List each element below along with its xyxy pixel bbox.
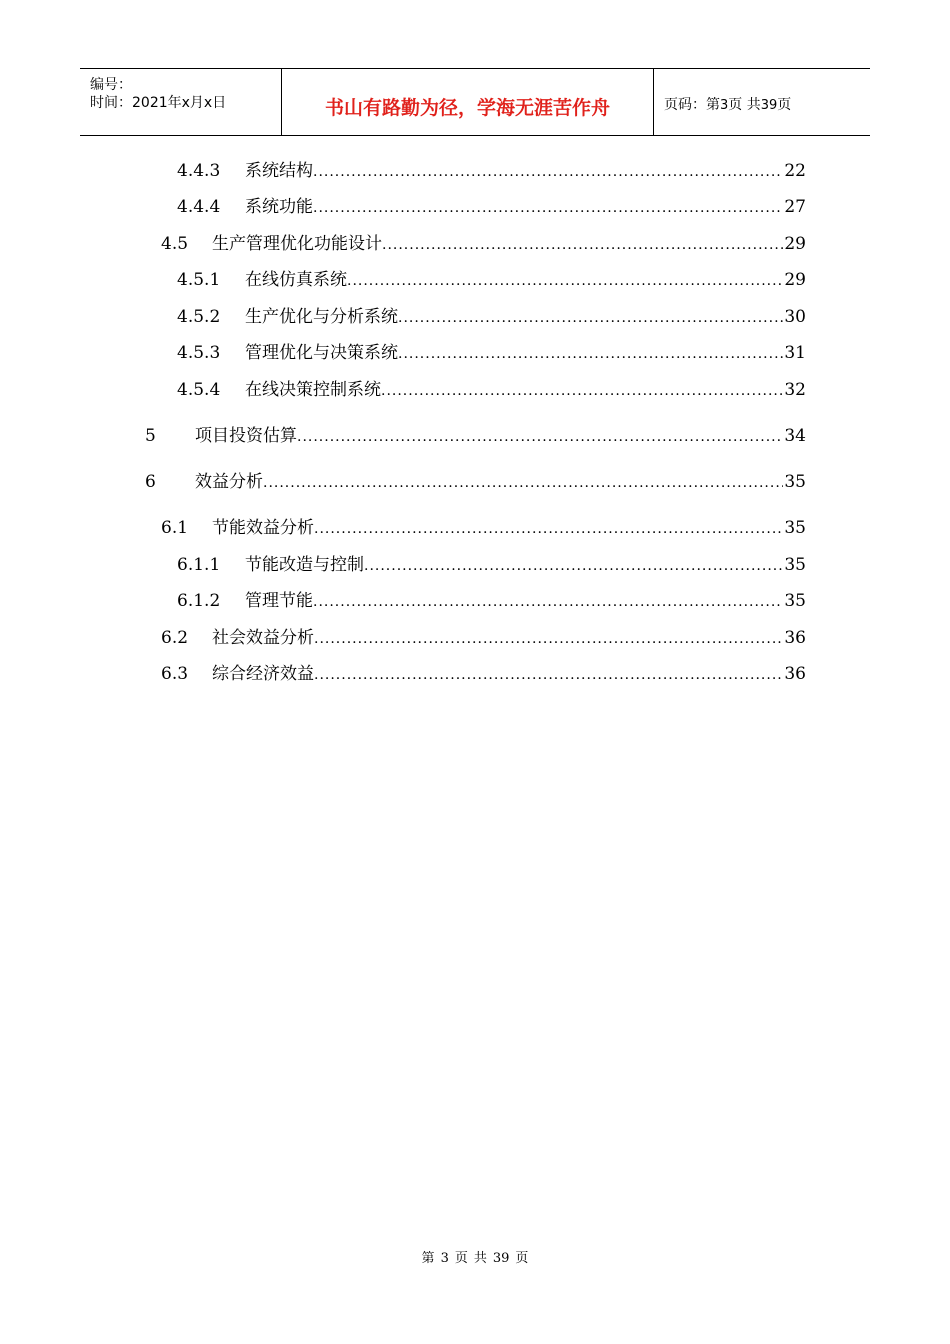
toc-dot-leader: [382, 234, 783, 256]
toc-entry-page: 34: [784, 426, 806, 446]
toc-entry-title: 系统结构: [245, 161, 313, 181]
document-date-label: 时间：2021年x月x日: [90, 95, 227, 111]
toc-entry-number: 6: [145, 472, 156, 492]
toc-entry-page: 35: [784, 555, 806, 575]
footer-ye: 页: [454, 1251, 468, 1266]
toc-entry-number: 6.2: [161, 628, 189, 648]
toc-dot-leader: [313, 197, 783, 219]
toc-entry-page: 36: [784, 664, 806, 684]
toc-entry-title: 社会效益分析: [212, 628, 314, 648]
toc-entry-title: 管理优化与决策系统: [245, 343, 398, 363]
toc-dot-leader: [314, 518, 783, 540]
footer-gong: 共: [473, 1251, 487, 1266]
footer-di: 第: [421, 1251, 435, 1266]
toc-dot-leader: [381, 380, 783, 402]
toc-entry-page: 35: [784, 472, 806, 492]
header-page-cell: [654, 69, 870, 135]
header-page-indicator: [664, 94, 791, 114]
toc-entry-number: 4.5.1: [177, 270, 221, 290]
header-motto-cell: [281, 69, 654, 135]
header-motto: 书山有路勤为径，学海无涯苦作舟: [324, 97, 610, 119]
toc-dot-leader: [313, 161, 783, 183]
document-number-label: 编号：: [90, 77, 132, 93]
toc-dot-leader: [398, 343, 783, 365]
page-header: [80, 68, 870, 136]
toc-entry-number: 4.4.4: [177, 197, 221, 217]
toc-entry-title: 系统功能: [245, 197, 313, 217]
toc-entry-title: 生产优化与分析系统: [245, 307, 398, 327]
toc-entry-title: 生产管理优化功能设计: [212, 234, 382, 254]
toc-entry-title: 在线决策控制系统: [245, 380, 381, 400]
toc-entry-number: 6.1.2: [177, 591, 221, 611]
toc-dot-leader: [398, 307, 783, 329]
toc-dot-leader: [314, 664, 783, 686]
toc-dot-leader: [364, 555, 783, 577]
toc-entry-page: 35: [784, 518, 806, 538]
toc-dot-leader: [313, 591, 783, 613]
toc-entry-page: 36: [784, 628, 806, 648]
toc-entry-number: 4.5.4: [177, 380, 221, 400]
toc-dot-leader: [297, 426, 783, 448]
page-footer: [0, 1247, 950, 1266]
toc-entry-title: 节能改造与控制: [245, 555, 364, 575]
toc-entry-number: 6.3: [161, 664, 189, 684]
footer-ye-end: 页: [515, 1251, 529, 1266]
footer-page-total: 39: [492, 1251, 510, 1266]
footer-page-current: 3: [440, 1251, 449, 1266]
toc-entry-number: 4.4.3: [177, 161, 221, 181]
header-left-cell: [80, 69, 281, 135]
toc-entry-number: 6.1: [161, 518, 189, 538]
toc-entry-page: 31: [784, 343, 806, 363]
toc-dot-leader: [314, 628, 783, 650]
header-page-suffix: 页: [777, 97, 792, 113]
toc-entry-number: 5: [145, 426, 156, 446]
toc-entry-number: 4.5.3: [177, 343, 221, 363]
toc-entry-page: 29: [784, 270, 806, 290]
toc-dot-leader: [347, 270, 783, 292]
toc-entry-title: 在线仿真系统: [245, 270, 347, 290]
toc-entry-page: 35: [784, 591, 806, 611]
toc-entry-title: 节能效益分析: [212, 518, 314, 538]
toc-entry-page: 29: [784, 234, 806, 254]
toc-entry-page: 32: [784, 380, 806, 400]
toc-entry-page: 27: [784, 197, 806, 217]
toc-entry-number: 4.5: [161, 234, 189, 254]
toc-entry-title: 项目投资估算: [195, 426, 297, 446]
toc-entry-title: 综合经济效益: [212, 664, 314, 684]
toc-entry-title: 管理节能: [245, 591, 313, 611]
toc-dot-leader: [263, 472, 783, 494]
toc-entry-title: 效益分析: [195, 472, 263, 492]
header-page-total: 39: [760, 98, 778, 113]
toc-entry-page: 30: [784, 307, 806, 327]
toc-entry-page: 22: [784, 161, 806, 181]
toc-entry-number: 4.5.2: [177, 307, 221, 327]
header-page-prefix: 页码：第: [664, 97, 720, 113]
header-page-current: 3: [720, 98, 729, 113]
header-page-mid: 页 共: [728, 97, 761, 113]
toc-entry-number: 6.1.1: [177, 555, 221, 575]
